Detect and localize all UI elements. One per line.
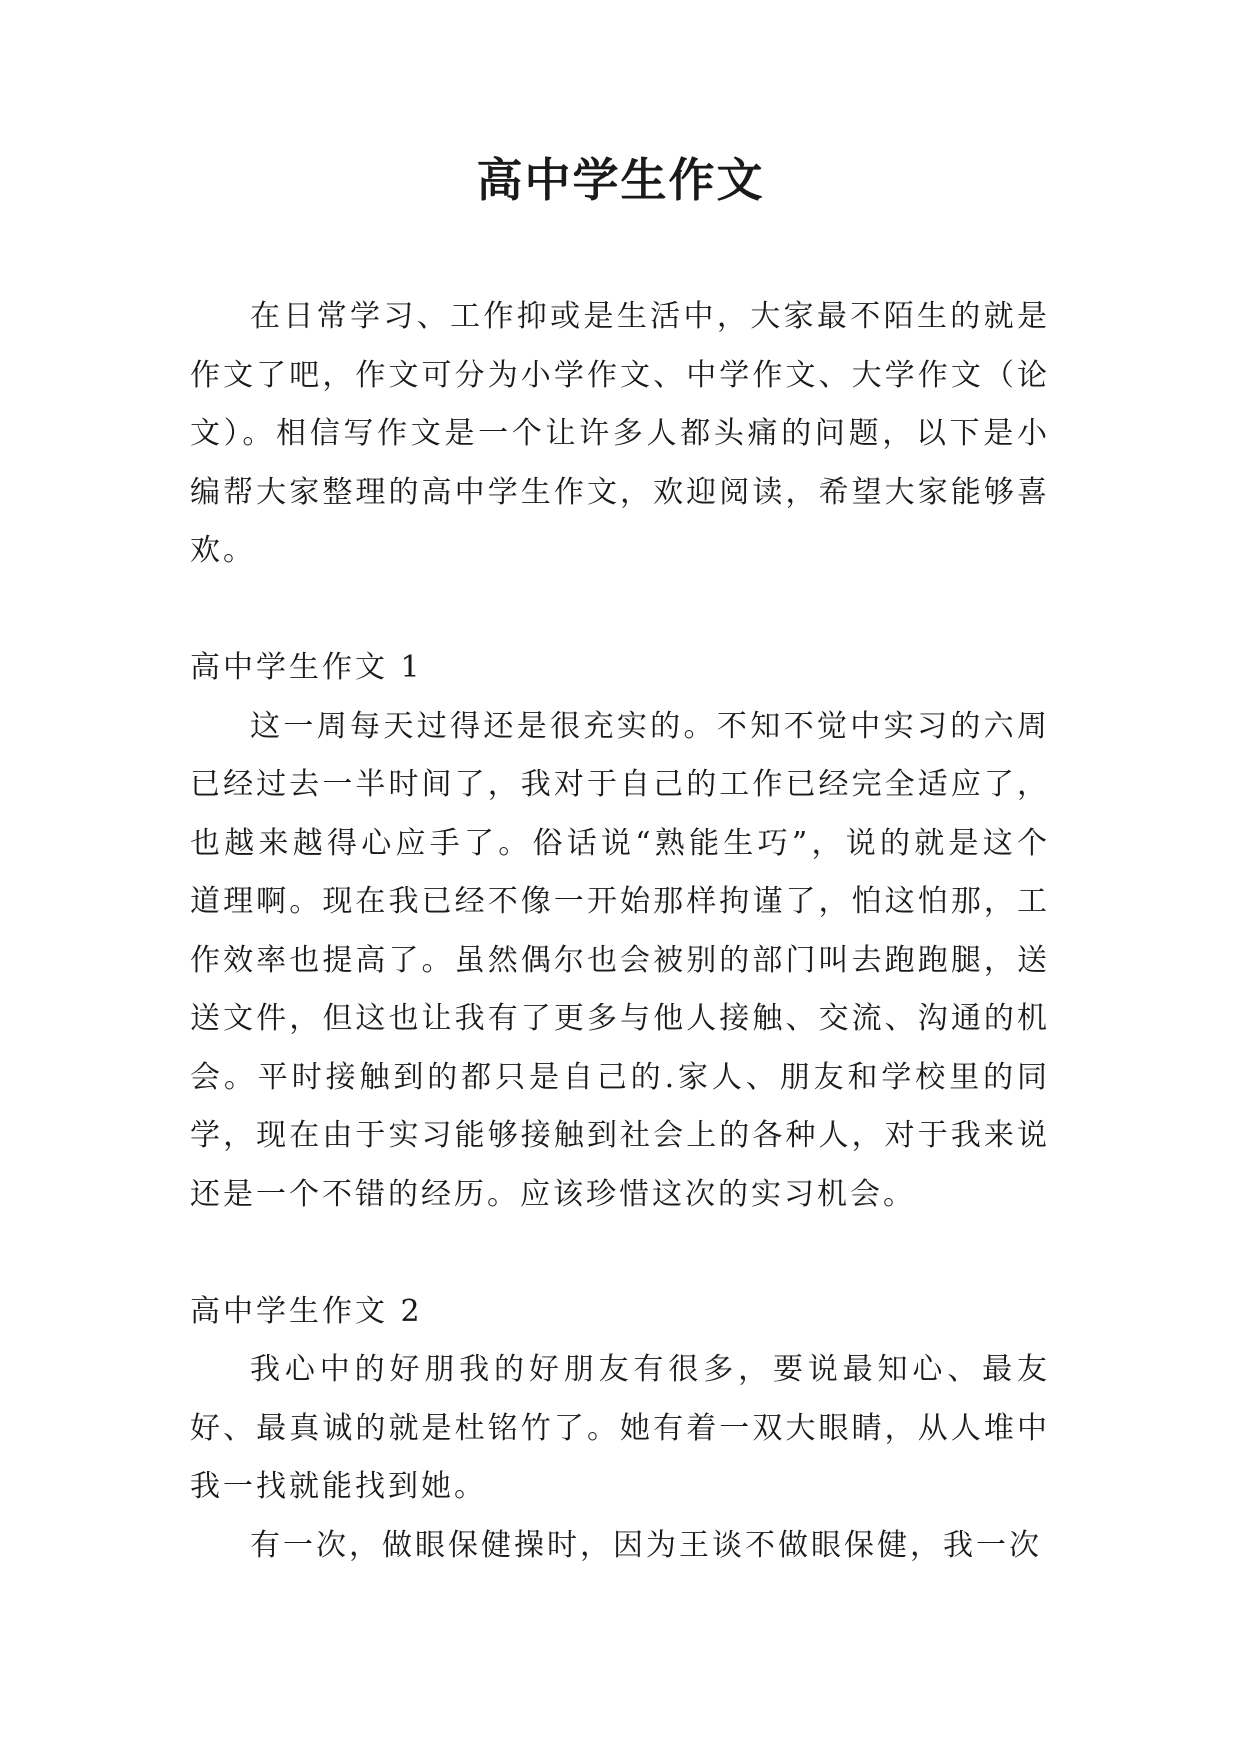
intro-paragraph: 在日常学习、工作抑或是生活中，大家最不陌生的就是作文了吧，作文可分为小学作文、中学作文、大学作文（论文）。相信写作文是一个让许多人都头痛的问题，以下是小编帮大家整理的高中学生作文，欢迎阅读，希望大家能够喜欢。 bbox=[190, 299, 1050, 568]
section-1-paragraph-1: 这一周每天过得还是很充实的。不知不觉中实习的六周已经过去一半时间了，我对于自己的工作已经完全适应了，也越来越得心应手了。俗话说“熟能生巧”，说的就是这个道理啊。现在我已经不像一开始那样拘谨了，怕这怕那，工作效率也提高了。虽然偶尔也会被别的部门叫去跑跑腿，送送文件，但这也让我有了更多与他人接触、交流、沟通的机会。平时接触到的都只是自己的.家人、朋友和学校里的同学，现在由于实习能够接触到社会上的各种人，对于我来说还是一个不错的经历。应该珍惜这次的实习机会。 bbox=[190, 708, 1050, 1212]
section-heading-1: 高中学生作文 1 bbox=[190, 650, 423, 685]
document-title: 高中学生作文 bbox=[476, 153, 765, 207]
section-2-paragraph-1: 我心中的好朋我的好朋友有很多，要说最知心、最友好、最真诚的就是杜铭竹了。她有着一双大眼睛，从人堆中我一找就能找到她。 bbox=[190, 1352, 1050, 1504]
document-body bbox=[190, 288, 1050, 1575]
section-heading-2: 高中学生作文 2 bbox=[190, 1293, 423, 1329]
section-2-paragraph-2: 有一次，做眼保健操时，因为王谈不做眼保健，我一次 bbox=[250, 1527, 1042, 1563]
